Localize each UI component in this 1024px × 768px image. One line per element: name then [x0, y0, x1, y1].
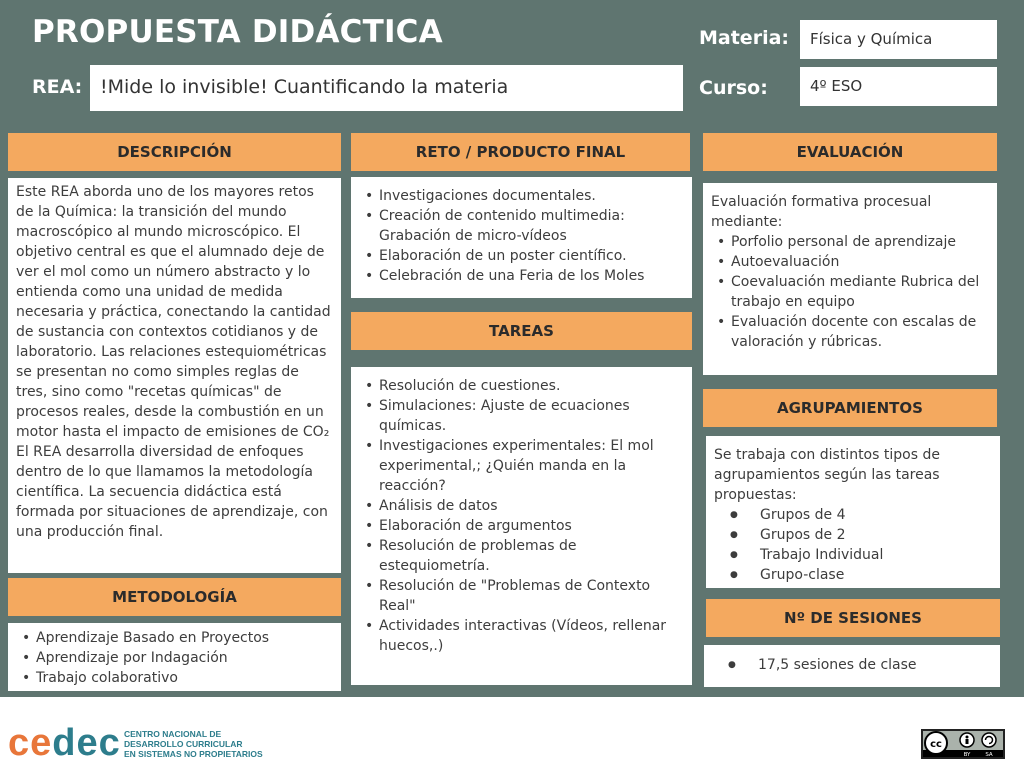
cedec-logo-subtitle — [124, 729, 263, 759]
tareas-list — [359, 376, 684, 656]
cedec-logo-line: CENTRO NACIONAL DE — [124, 729, 222, 739]
agrupamientos-item: ● Grupos de 2 — [714, 525, 992, 545]
materia-label: Materia: — [699, 27, 789, 49]
tareas-box — [351, 367, 692, 685]
reto-item: • Celebración de una Feria de los Moles — [359, 266, 684, 286]
metodologia-item: • Aprendizaje por Indagación — [16, 648, 333, 668]
rea-title-field: !Mide lo invisible! Cuantificando la materia — [90, 65, 683, 111]
metodologia-item: • Trabajo colaborativo — [16, 668, 333, 688]
reto-item: • Elaboración de un poster científico. — [359, 246, 684, 266]
metodologia-box — [8, 623, 341, 691]
sesiones-list — [712, 655, 992, 675]
page-title: PROPUESTA DIDÁCTICA — [32, 14, 443, 50]
tareas-item: • Elaboración de argumentos — [359, 516, 684, 536]
cc-license-badge[interactable] — [921, 729, 1005, 759]
cedec-logo-line: DESARROLLO CURRICULAR — [124, 739, 243, 749]
agrupamientos-heading: AGRUPAMIENTOS — [703, 389, 997, 427]
evaluacion-item: • Autoevaluación — [711, 252, 989, 272]
curso-label: Curso: — [699, 77, 768, 99]
agrupamientos-intro: Se trabaja con distintos tipos de agrupamientos según las tareas propuestas: — [714, 447, 940, 503]
curso-field: 4º ESO — [800, 67, 997, 106]
evaluacion-box — [703, 183, 997, 375]
tareas-heading: TAREAS — [351, 312, 692, 350]
reto-item: • Investigaciones documentales. — [359, 186, 684, 206]
cedec-logo: cedec — [8, 722, 121, 764]
cc-by-sa-icon — [923, 731, 1003, 757]
agrupamientos-item: ● Grupo-clase — [714, 565, 992, 585]
reto-box — [351, 177, 692, 298]
reto-list — [359, 186, 684, 286]
metodologia-list — [16, 628, 333, 688]
metodologia-heading: METODOLOGÍA — [8, 578, 341, 616]
agrupamientos-box — [706, 436, 1000, 588]
evaluacion-heading: EVALUACIÓN — [703, 133, 997, 171]
descripcion-text: Este REA aborda uno de los mayores retos de la Química: la transición del mundo macroscópico al mundo microscópico. El objetivo central es que el alumnado deje de ver el mol como un número abstracto y lo entienda como una unidad de medida necesaria y práctica, conectando la cantidad de sustancia con contextos cotidianos y de laboratorio. Las relaciones estequiométricas se presentan no como simples reglas de tres, sino como "recetas químicas" de procesos reales, desde la combustión en un motor hasta el impacto de emisiones de CO₂ El REA desarrolla diversidad de enfoques dentro de lo que llamamos la metodología científica. La secuencia didáctica está formada por situaciones de aprendizaje, con una producción final. — [8, 178, 341, 573]
evaluacion-item: • Coevaluación mediante Rubrica del trabajo en equipo — [711, 272, 989, 312]
tareas-item: • Análisis de datos — [359, 496, 684, 516]
cc-sa-label: SA — [985, 752, 993, 757]
sesiones-heading: Nº DE SESIONES — [706, 599, 1000, 637]
reto-item: • Creación de contenido multimedia: Grabación de micro-vídeos — [359, 206, 684, 246]
materia-field: Física y Química — [800, 20, 997, 59]
rea-label: REA: — [32, 76, 83, 98]
descripcion-heading: DESCRIPCIÓN — [8, 133, 341, 171]
agrupamientos-list — [714, 505, 992, 585]
cc-by-label: BY — [963, 752, 971, 757]
tareas-item: • Resolución de problemas de estequiometría. — [359, 536, 684, 576]
agrupamientos-item: ● Trabajo Individual — [714, 545, 992, 565]
tareas-item: • Simulaciones: Ajuste de ecuaciones químicas. — [359, 396, 684, 436]
tareas-item: • Investigaciones experimentales: El mol experimental,; ¿Quién manda en la reacción? — [359, 436, 684, 496]
cedec-logo-line: EN SISTEMAS NO PROPIETARIOS — [124, 749, 263, 759]
tareas-item: • Actividades interactivas (Vídeos, rellenar huecos,.) — [359, 616, 684, 656]
sesiones-item: ● 17,5 sesiones de clase — [712, 655, 992, 675]
agrupamientos-item: ● Grupos de 4 — [714, 505, 992, 525]
evaluacion-intro: Evaluación formativa procesual mediante: — [711, 194, 932, 230]
tareas-item: • Resolución de cuestiones. — [359, 376, 684, 396]
svg-text:cc: cc — [930, 739, 942, 750]
tareas-item: • Resolución de "Problemas de Contexto Real" — [359, 576, 684, 616]
evaluacion-item: • Evaluación docente con escalas de valoración y rúbricas. — [711, 312, 989, 352]
evaluacion-list — [711, 232, 989, 352]
evaluacion-item: • Porfolio personal de aprendizaje — [711, 232, 989, 252]
reto-heading: RETO / PRODUCTO FINAL — [351, 133, 690, 171]
metodologia-item: • Aprendizaje Basado en Proyectos — [16, 628, 333, 648]
sesiones-box — [704, 645, 1000, 687]
